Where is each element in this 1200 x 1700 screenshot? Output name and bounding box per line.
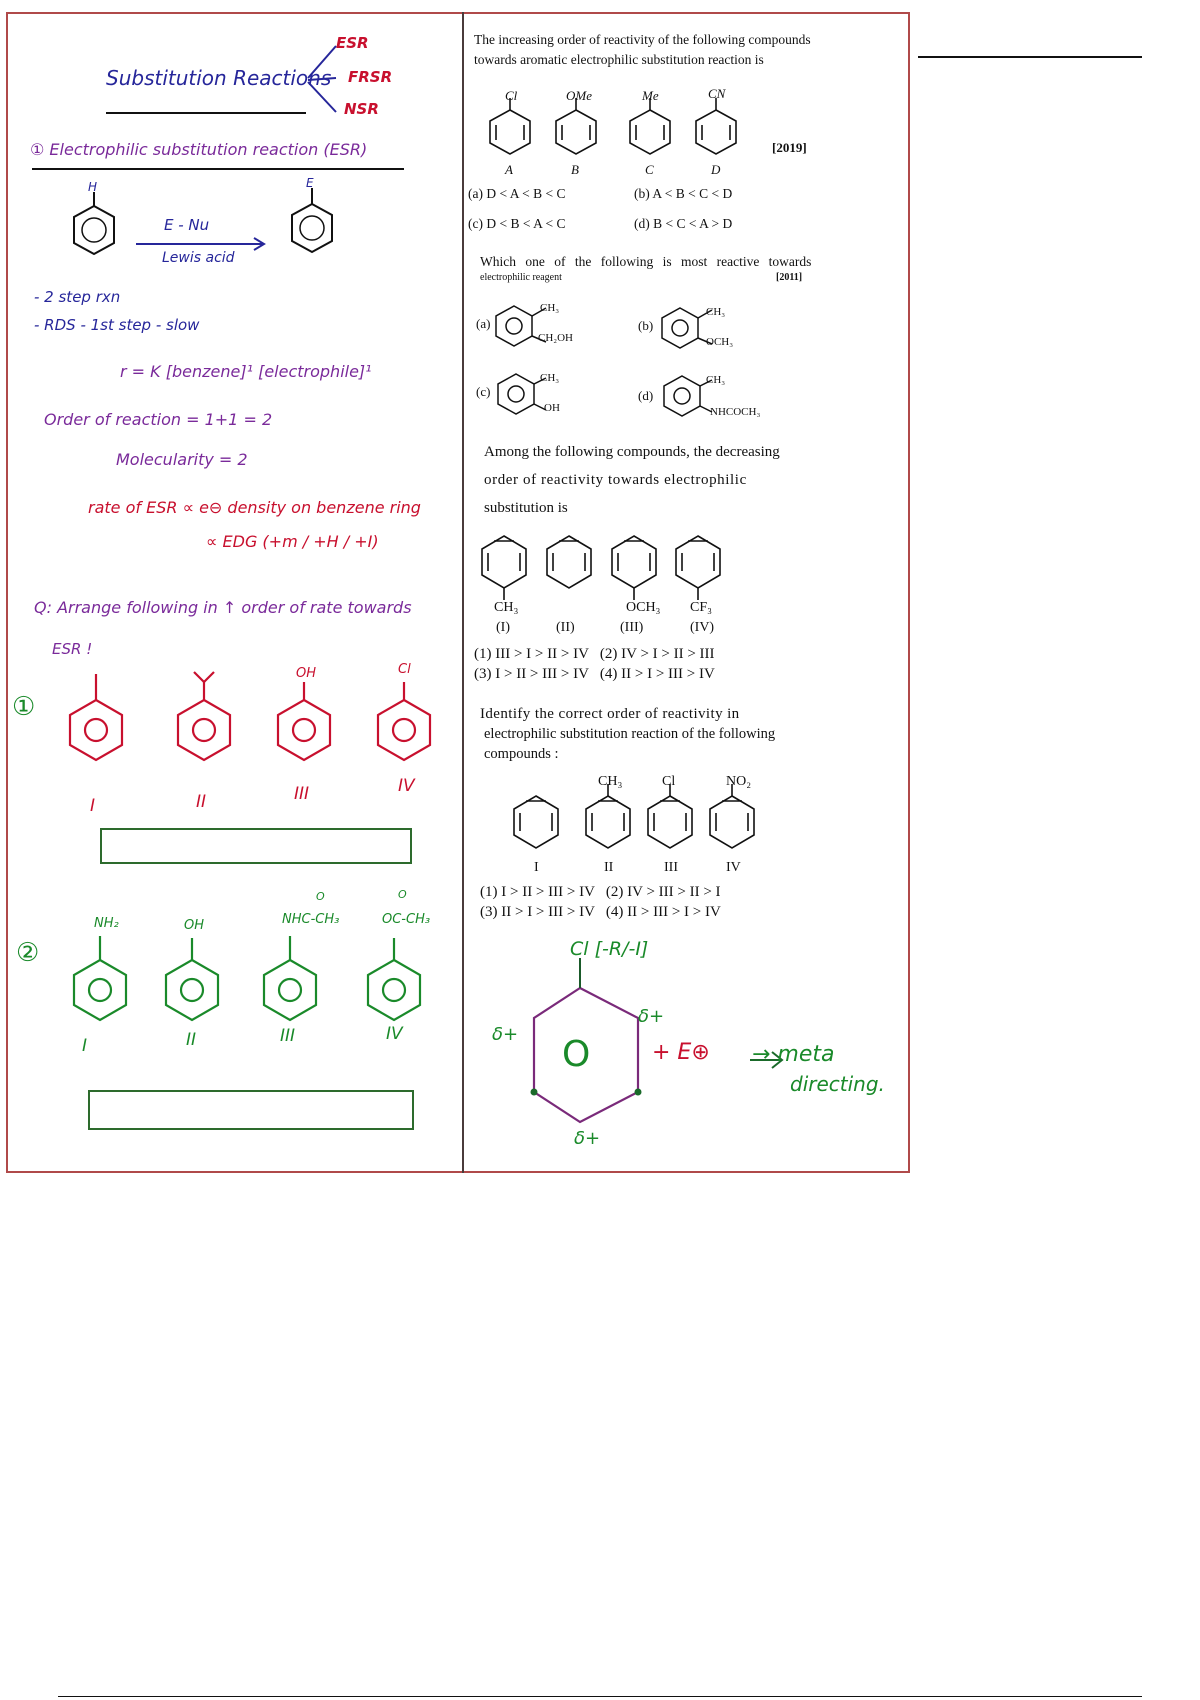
- q3-sub-3: OCH₃: [626, 600, 661, 615]
- note-two-step: - 2 step rxn: [34, 288, 121, 306]
- q3-options-2: (3) I > II > III > IV (4) II > I > III > IV: [474, 666, 715, 682]
- q2-opt-b-side: OCH₃: [706, 336, 734, 348]
- q2-opt-d-side: NHCOCH₃: [710, 406, 761, 418]
- q4-sub-4: NO₂: [726, 774, 752, 789]
- q2-opt-a-side: CH₂OH: [538, 332, 574, 344]
- q1-option-c: (c) D < B < A < C: [468, 216, 566, 231]
- bottom-rule: [58, 1696, 1142, 1697]
- set2-sub-1: NH₂: [94, 916, 119, 931]
- q4-label-3: III: [664, 860, 678, 875]
- set2-sub-3: NHC-CH₃: [282, 912, 340, 927]
- set1-label-3: III: [294, 784, 310, 804]
- q1-label-d: D: [711, 162, 721, 177]
- q1-text-2: towards aromatic electrophilic substitution reaction is: [474, 52, 764, 67]
- q4-label-1: I: [534, 860, 539, 875]
- q4-text-3: compounds :: [484, 746, 559, 762]
- q1-sub-d: CN: [708, 86, 726, 101]
- sketch-result-2: directing.: [790, 1072, 885, 1096]
- q1-label-b: B: [571, 162, 579, 177]
- q2-opt-b-top: CH₃: [706, 306, 726, 318]
- branch-esr: ESR: [336, 34, 369, 52]
- set2-sub-4: OC-CH₃: [382, 912, 431, 927]
- q3-label-1: (I): [496, 620, 510, 635]
- q2-opt-c-label: (c): [476, 384, 491, 399]
- condition-label: Lewis acid: [162, 250, 235, 266]
- sketch-electrophile: + E⊕: [652, 1040, 710, 1065]
- q3-sub-4: CF₃: [690, 600, 713, 615]
- rate-relation-1: rate of ESR ∝ e⊖ density on benzene ring: [88, 498, 421, 517]
- q3-label-2: (II): [556, 620, 575, 635]
- set2-carbonyl-3: O: [316, 890, 325, 903]
- set2-carbonyl-4: O: [398, 888, 407, 901]
- reactant-h-label: H: [88, 180, 98, 194]
- q1-text-1: The increasing order of reactivity of the following compounds: [474, 32, 811, 47]
- q1-label-a: A: [505, 162, 513, 177]
- set1-label-1: I: [90, 796, 96, 816]
- q4-sub-3: Cl: [662, 774, 676, 789]
- q3-options-1: (1) III > I > II > IV (2) IV > I > II > III: [474, 646, 715, 662]
- q1-label-c: C: [645, 162, 654, 177]
- set1-answer-box[interactable]: [100, 828, 412, 864]
- set2-label-3: III: [280, 1026, 296, 1046]
- q2-opt-d-label: (d): [638, 388, 654, 403]
- note-rds: - RDS - 1st step - slow: [34, 316, 200, 334]
- rate-law: r = K [benzene]¹ [electrophile]¹: [120, 362, 372, 381]
- set1-label-4: IV: [398, 776, 415, 796]
- set1-structures: [60, 680, 460, 780]
- q4-sub-2: CH₃: [598, 774, 623, 789]
- q2-opt-d-top: CH₃: [706, 374, 726, 386]
- product-e-label: E: [306, 176, 314, 190]
- q3-text-2: order of reactivity towards electrophilic: [484, 472, 747, 488]
- branch-nsr: NSR: [344, 100, 379, 118]
- set1-sub-4: Cl: [398, 662, 411, 677]
- q2-opt-b-label: (b): [638, 318, 654, 333]
- set2-answer-box[interactable]: [88, 1090, 414, 1130]
- set2-label-1: I: [82, 1036, 88, 1056]
- q3-structures: [474, 530, 754, 610]
- q4-options-1: (1) I > II > III > IV (2) IV > III > II > I: [480, 884, 721, 900]
- section-heading-esr: ① Electrophilic substitution reaction (ESR): [30, 140, 368, 159]
- q3-text-3: substitution is: [484, 500, 568, 516]
- q3-text-1: Among the following compounds, the decreasing: [484, 444, 780, 460]
- q4-label-4: IV: [726, 860, 741, 875]
- q4-text-2: electrophilic substitution reaction of the following: [484, 726, 776, 742]
- q1-year: [2019]: [772, 140, 807, 155]
- q2-text-1: Which one of the following is most reactive towards: [480, 254, 812, 269]
- set1-number: ①: [12, 692, 36, 722]
- rate-relation-2: ∝ EDG (+m / +H / +I): [206, 532, 379, 551]
- q1-sub-c: Me: [642, 88, 659, 103]
- question-arrange: Q: Arrange following in ↑ order of rate towards: [34, 598, 412, 617]
- q2-text-2: electrophilic reagent: [480, 272, 562, 283]
- title-underline: [106, 112, 306, 114]
- top-right-rule: [918, 56, 1142, 58]
- set2-label-4: IV: [386, 1024, 403, 1044]
- set2-number: ②: [16, 938, 40, 968]
- molecularity: Molecularity = 2: [116, 450, 248, 469]
- set2-label-2: II: [186, 1030, 197, 1050]
- order-of-reaction: Order of reaction = 1+1 = 2: [44, 410, 273, 429]
- q3-label-3: (III): [620, 620, 644, 635]
- q1-option-b: (b) A < B < C < D: [634, 186, 733, 201]
- q2-opt-a-label: (a): [476, 316, 491, 331]
- q4-text-1: Identify the correct order of reactivity in: [480, 706, 740, 722]
- q4-label-2: II: [604, 860, 614, 875]
- q2-opt-c-side: OH: [544, 402, 560, 414]
- sketch-delta-right: δ+: [638, 1006, 665, 1027]
- notes-title: Substitution Reactions: [106, 66, 332, 90]
- set1-label-2: II: [196, 792, 207, 812]
- q1-structures: [480, 96, 760, 166]
- q2-opt-a-top: CH₃: [540, 302, 560, 314]
- q2-opt-c-top: CH₃: [540, 372, 560, 384]
- sketch-result-1: → meta: [752, 1042, 835, 1067]
- branch-frsr: FRSR: [348, 68, 393, 86]
- q3-label-4: (IV): [690, 620, 715, 635]
- question-arrange-2: ESR !: [52, 640, 93, 658]
- sketch-delta-left: δ+: [492, 1024, 519, 1045]
- set2-structures: [64, 940, 464, 1040]
- q2-year: [2011]: [776, 272, 803, 283]
- set2-sub-2: OH: [184, 918, 205, 933]
- set1-sub-3: OH: [296, 666, 317, 681]
- q3-sub-1: CH₃: [494, 600, 519, 615]
- q4-structures: [508, 784, 768, 864]
- q1-sub-b: OMe: [566, 88, 592, 103]
- branch-arrows: [306, 40, 346, 120]
- sketch-group: Cl [-R/-I]: [570, 938, 649, 960]
- sketch-center: O: [562, 1034, 591, 1075]
- sketch-delta-bottom: δ+: [574, 1128, 601, 1149]
- q1-option-a: (a) D < A < B < C: [468, 186, 566, 201]
- reagent-label: E - Nu: [164, 216, 210, 234]
- q4-options-2: (3) II > I > III > IV (4) II > III > I > IV: [480, 904, 721, 920]
- q1-sub-a: Cl: [505, 88, 518, 103]
- section-underline: [32, 168, 404, 170]
- q1-option-d: (d) B < C < A > D: [634, 216, 733, 231]
